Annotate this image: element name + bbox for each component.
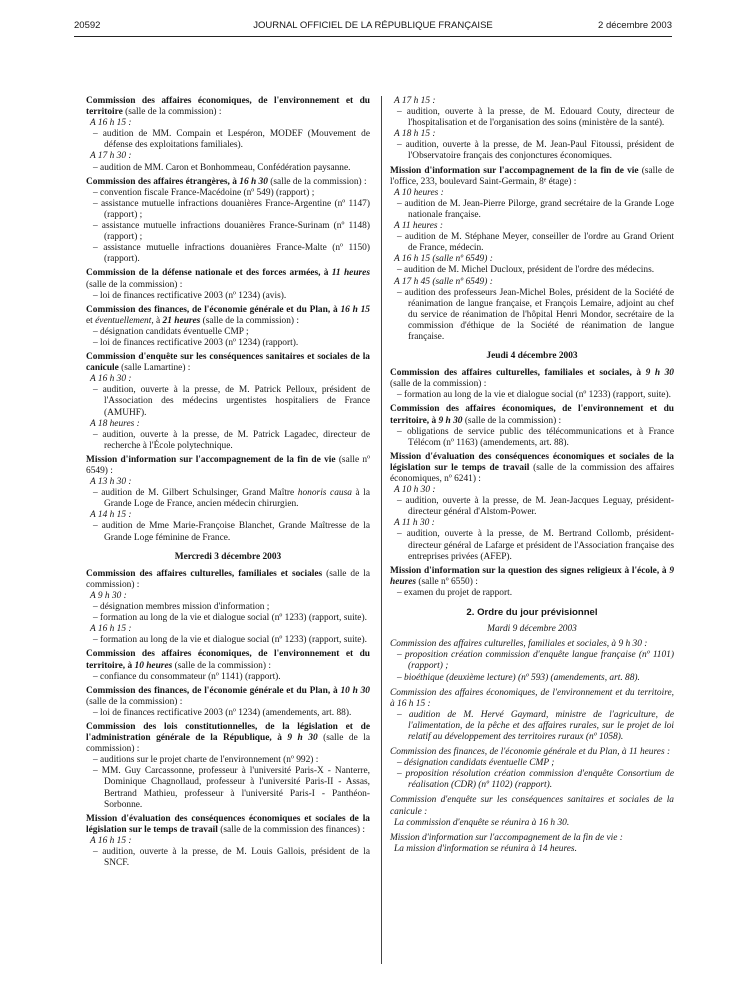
entry-heading: Commission des affaires étrangères, à 16 h 30 (salle de la commission) : — [86, 176, 367, 187]
entry-heading: Mission d'évaluation des conséquences économiques et sociales de la législation sur le temps de travail (salle de la commission des affaires économiques, nº 6241) : — [390, 451, 674, 484]
page-header — [74, 20, 672, 34]
time-slot: A 18 heures : — [90, 418, 140, 429]
agenda-item: – assistance mutuelle infractions douanières France-Argentine (nº 1147) (rapport) ; — [93, 198, 370, 220]
time-slot: A 16 h 15 : — [90, 118, 132, 129]
agenda-item: – confiance du consommateur (nº 1141) (rapport). — [93, 671, 281, 682]
agenda-item: – audition, ouverte à la presse, de M. Patrick Pelloux, président de l'Association des médecins urgentistes hospitaliers de France (AMUHF). — [93, 385, 370, 418]
time-slot: A 16 h 15 : — [90, 624, 132, 635]
agenda-item: – proposition création commission d'enquête langue française (nº 1101) (rapport) ; — [397, 650, 674, 672]
agenda-item: – audition des professeurs Jean-Michel Boles, président de la Société de réanimation de langue française, et François Lemaire, adjoint au chef du service de réanimation de l'hôpital Henri Mondor, secrétaire de la commission d'éthique de la Société de réanimation de langue française. — [397, 287, 674, 342]
agenda-item: – bioéthique (deuxième lecture) (nº 593) (amendements, art. 88). — [397, 672, 640, 683]
agenda-item: – audition, ouverte à la presse, de M. Patrick Lagadec, directeur de recherche à l'École polytechnique. — [93, 429, 370, 451]
time-slot: A 10 heures : — [394, 187, 444, 198]
entry-heading: Mission d'information sur la question des signes religieux à l'école, à 9 heures (salle nº 6550) : — [390, 565, 674, 587]
entry-heading: Commission de la défense nationale et des forces armées, à 11 heures (salle de la commission) : — [86, 268, 370, 290]
agenda-item: – audition, ouverte à la presse, de M. Louis Gallois, président de la SNCF. — [93, 847, 370, 869]
time-slot: A 16 h 15 : — [90, 835, 132, 846]
header-rule — [74, 36, 672, 37]
entry-heading: Mission d'évaluation des conséquences économiques et sociales de la législation sur le temps de travail (salle de la commission des finances) : — [86, 813, 370, 835]
agenda-item: – audition de M. Hervé Gaymard, ministre de l'agriculture, de l'alimentation, de la pêche et des affaires rurales, sur le projet de loi relatif au développement des territoires ruraux (nº 1058). — [397, 709, 674, 742]
entry-heading: Commission des lois constitutionnelles, de la législation et de l'administration générale de la République, à 9 h 30 (salle de la commission) : — [86, 721, 371, 755]
time-slot: A 14 h 15 : — [90, 510, 132, 521]
entry-heading: Commission des affaires culturelles, familiales et sociales, à 9 h 30 (salle de la commission) : — [390, 368, 674, 390]
entry-heading: Commission des affaires économiques, de l'environnement et du territoire (salle de la commission) : — [86, 96, 370, 118]
entry-heading: Mission d'information sur l'accompagnement de la fin de vie : — [390, 832, 623, 843]
agenda-item: – audition de MM. Caron et Bonhommeau, Confédération paysanne. — [93, 162, 351, 173]
time-slot: A 17 h 45 (salle nº 6549) : — [394, 276, 493, 287]
section-heading: 2. Ordre du jour prévisionnel — [466, 607, 598, 619]
page-number: 20592 — [74, 20, 101, 31]
day-heading: Jeudi 4 décembre 2003 — [486, 351, 578, 362]
agenda-item: – assistance mutuelle infractions douanières France-Surinam (nº 1148) (rapport) ; — [93, 221, 370, 243]
journal-title: JOURNAL OFFICIEL DE LA RÉPUBLIQUE FRANÇAISE — [253, 20, 493, 31]
time-slot: A 16 h 30 : — [90, 374, 132, 385]
agenda-note: La mission d'information se réunira à 14 heures. — [394, 843, 577, 854]
agenda-item: – désignation membres mission d'information ; — [93, 602, 270, 613]
agenda-item: – audition, ouverte à la presse, de M. Jean-Paul Fitoussi, président de l'Observatoire français des conjonctures économiques. — [397, 140, 674, 162]
agenda-note: La commission d'enquête se réunira à 16 h 30. — [394, 817, 570, 828]
agenda-item: – audition de M. Stéphane Meyer, conseiller de l'ordre au Grand Orient de France, médecin. — [397, 232, 674, 254]
agenda-item: – audition de M. Michel Ducloux, président de l'ordre des médecins. — [397, 265, 655, 276]
agenda-item: – loi de finances rectificative 2003 (nº 1234) (amendements, art. 88). — [93, 707, 352, 718]
agenda-item: – assistance mutuelle infractions douanières France-Malte (nº 1150) (rapport). — [93, 243, 370, 265]
time-slot: A 11 heures : — [394, 221, 444, 232]
agenda-item: – audition de M. Jean-Pierre Pilorge, grand secrétaire de la Grande Loge nationale française. — [397, 198, 674, 220]
time-slot: A 17 h 30 : — [90, 151, 132, 162]
time-slot: A 16 h 15 (salle nº 6549) : — [394, 254, 493, 265]
time-slot: A 17 h 15 : — [394, 96, 436, 106]
agenda-item: – formation au long de la vie et dialogue social (nº 1233) (rapport, suite). — [93, 635, 367, 646]
day-heading: Mercredi 3 décembre 2003 — [174, 551, 282, 562]
agenda-item: – désignation candidats éventuelle CMP ; — [397, 758, 555, 769]
right-column — [390, 96, 674, 855]
time-slot: A 9 h 30 : — [90, 590, 127, 601]
entry-heading: Commission des affaires économiques, de l'environnement et du territoire, à 10 heures (salle de la commission) : — [86, 649, 370, 671]
agenda-item: – examen du projet de rapport. — [397, 587, 513, 598]
entry-heading: Commission des affaires culturelles, familiales et sociales (salle de la commission) : — [86, 568, 370, 590]
agenda-item: – désignation candidats éventuelle CMP ; — [93, 326, 249, 337]
entry-heading: Commission des affaires économiques, de l'environnement et du territoire, à 9 h 30 (salle de la commission) : — [390, 404, 674, 426]
agenda-item: – formation au long de la vie et dialogue social (nº 1233) (rapport, suite). — [397, 390, 671, 401]
agenda-item: – formation au long de la vie et dialogue social (nº 1233) (rapport, suite). — [93, 613, 367, 624]
agenda-item: – audition de M. Gilbert Schulsinger, Grand Maître honoris causa à la Grande Loge de France, ancien médecin chirurgien. — [93, 488, 370, 510]
day-heading: Mardi 9 décembre 2003 — [487, 624, 577, 635]
entry-heading: Mission d'information sur l'accompagnement de la fin de vie (salle de l'office, 233, boulevard Saint-Germain, 8ᵉ étage) : — [390, 165, 674, 187]
agenda-item: – audition, ouverte à la presse, de M. Jean-Jacques Leguay, président-directeur général d'Alstom-Power. — [397, 496, 674, 518]
entry-heading: Commission d'enquête sur les conséquences sanitaires et sociales de la canicule (salle Lamartine) : — [86, 352, 370, 374]
column-divider — [381, 96, 382, 964]
entry-heading: Commission des affaires culturelles, familiales et sociales, à 9 h 30 : — [390, 639, 648, 650]
time-slot: A 11 h 30 : — [394, 518, 435, 529]
agenda-item: – audition de MM. Compain et Lespéron, MODEF (Mouvement de défense des exploitations familiales). — [93, 129, 370, 151]
agenda-item: – MM. Guy Carcassonne, professeur à l'université Paris-X - Nanterre, Dominique Chagnollaud, professeur à l'université Paris-II - Assas, Bertrand Mathieu, professeur à l'université Paris-I - Panthéon-Sorbonne. — [93, 766, 370, 810]
entry-heading: Mission d'information sur l'accompagnement de la fin de vie (salle nº 6549) : — [86, 454, 370, 476]
entry-heading: Commission des finances, de l'économie générale et du Plan, à 16 h 15 et éventuellement, à 21 heures (salle de la commission) : — [86, 304, 370, 326]
agenda-item: – convention fiscale France-Macédoine (nº 549) (rapport) ; — [93, 187, 315, 198]
agenda-item: – audition, ouverte à la presse, de M. Bertrand Collomb, président-directeur général de Lafarge et président de l'Association française des entreprises privées (AFEP). — [397, 529, 674, 562]
issue-date: 2 décembre 2003 — [598, 20, 672, 31]
agenda-item: – proposition résolution création commission d'enquête Consortium de réalisation (CDR) (nº 1102) (rapport). — [397, 769, 674, 791]
entry-heading: Commission des finances, de l'économie générale et du Plan, à 11 heures : — [390, 747, 671, 758]
entry-heading: Commission d'enquête sur les conséquences sanitaires et sociales de la canicule : — [390, 795, 674, 817]
agenda-item: – obligations de service public des télécommunications et à France Télécom (nº 1163) (amendements, art. 88). — [397, 426, 674, 448]
left-column — [86, 96, 370, 869]
entry-heading: Commission des affaires économiques, de l'environnement et du territoire, à 16 h 15 : — [390, 687, 674, 709]
entry-heading: Commission des finances, de l'économie générale et du Plan, à 10 h 30 (salle de la commission) : — [86, 685, 370, 707]
agenda-item: – auditions sur le projet charte de l'environnement (nº 992) : — [93, 755, 319, 766]
time-slot: A 10 h 30 : — [394, 485, 436, 496]
agenda-item: – loi de finances rectificative 2003 (nº 1234) (avis). — [93, 290, 287, 301]
time-slot: A 13 h 30 : — [90, 477, 132, 488]
agenda-item: – audition de Mme Marie-Françoise Blanchet, Grande Maîtresse de la Grande Loge féminine de France. — [93, 521, 370, 543]
agenda-item: – loi de finances rectificative 2003 (nº 1234) (rapport). — [93, 337, 299, 348]
agenda-item: – audition, ouverte à la presse, de M. Edouard Couty, directeur de l'hospitalisation et de l'organisation des soins (ministère de la santé). — [397, 107, 674, 129]
time-slot: A 18 h 15 : — [394, 129, 436, 140]
